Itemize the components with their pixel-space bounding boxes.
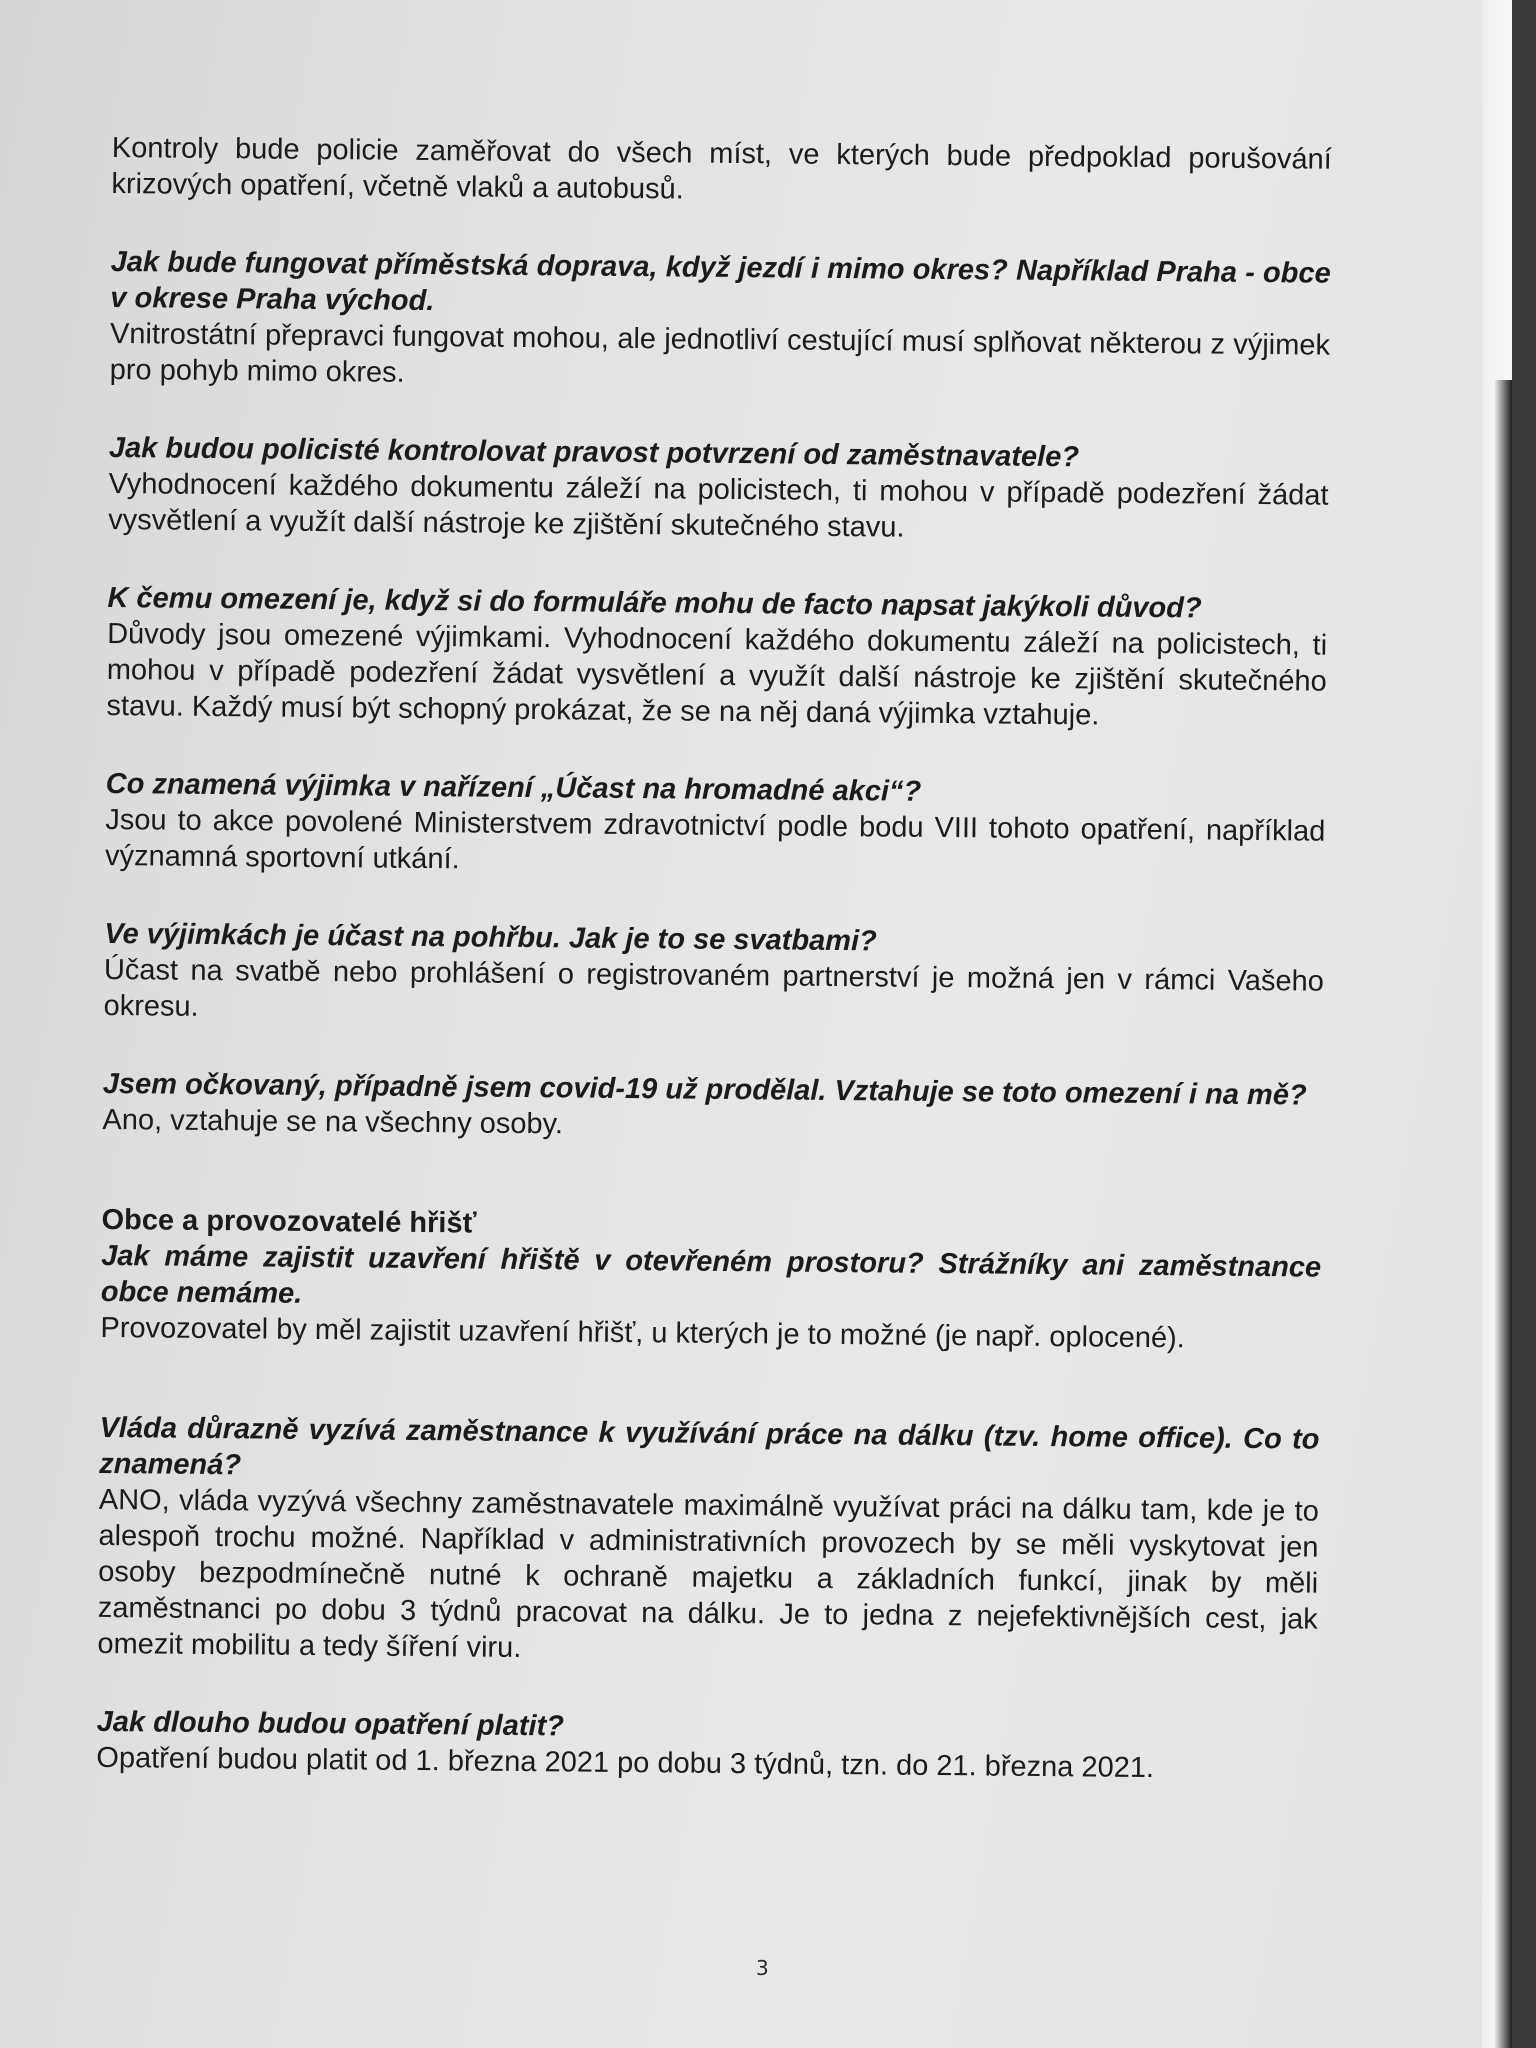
page-edge-highlight xyxy=(1488,0,1512,380)
faq-item-public-transport xyxy=(110,244,1331,400)
faq-question: Ve výjimkách je účast na pohřbu. Jak je to se svatbami? xyxy=(104,917,877,958)
faq-answer: Jsou to akce povolené Ministerstvem zdravotnictví podle bodu VIII tohoto opatření, například významná sportovní utkání. xyxy=(104,803,1326,876)
faq-answer: ANO, vláda vyzývá všechny zaměstnavatele maximálně využívat práci na dálku tam, kde je to alespoň trochu možné. Například v administrativních provozech by se měli vyskytovat jen osoby bezpodmínečně nutné k ochraně majetku a základních funkcí, jinak by měli zaměstnanci po dobu 3 týdnů pracovat na dálku. Je to jedna z nejefektivnějších cest, jak omezit mobilitu a tedy šíření viru. xyxy=(97,1483,1319,1664)
faq-question: Jak máme zajistit uzavření hřiště v otevřeném prostoru? Strážníky ani zaměstnance obce nemáme. xyxy=(100,1239,1322,1310)
faq-answer: Vnitrostátní přepravci fungovat mohou, ale jednotliví cestující musí splňovat některou z výjimek pro pohyb mimo okres. xyxy=(109,317,1331,389)
faq-question: Jsem očkovaný, případně jsem covid-19 už prodělal. Vztahuje se toto omezení i na mě? xyxy=(102,1067,1307,1112)
faq-answer: Vyhodnocení každého dokumentu záleží na policistech, ti mohou v případě podezření žádat vysvětlení a využít další nástroje ke zjištění skutečného stavu. xyxy=(108,467,1329,544)
faq-question: Vláda důrazně vyzívá zaměstnance k využívání práce na dálku (tzv. home office). Co to znamená? xyxy=(99,1411,1320,1482)
section-subheading: Obce a provozovatelé hřišť xyxy=(101,1203,477,1240)
faq-answer: Důvody jsou omezené výjimkami. Vyhodnocení každého dokumentu záleží na policistech, ti mohou v případě podezření žádat vysvětlení a využít další nástroje ke zjištění skutečného stavu. Každý musí být schopný prokázat, že se na něj daná výjimka vztahuje. xyxy=(106,617,1328,732)
intro-paragraph xyxy=(111,130,1332,214)
faq-answer: Opatření budou platit od 1. března 2021 po dobu 3 týdnů, tzn. do 21. března 2021. xyxy=(96,1741,1155,1785)
faq-item-vaccinated xyxy=(102,1066,1323,1150)
faq-item-duration xyxy=(96,1704,1317,1788)
faq-question: Jak bude fungovat příměstská doprava, když jezdí i mimo okres? Například Praha - obce v okrese Praha východ. xyxy=(110,245,1331,318)
faq-item-home-office xyxy=(97,1410,1319,1674)
faq-question: Jak dlouho budou opatření platit? xyxy=(96,1705,565,1743)
faq-answer: Ano, vztahuje se na všechny osoby. xyxy=(102,1103,564,1141)
faq-item-mass-event xyxy=(105,766,1326,886)
page-number: 3 xyxy=(756,1956,769,1980)
document-body xyxy=(96,130,1332,1830)
faq-item-employer-confirmation xyxy=(108,430,1329,550)
faq-item-form-reason xyxy=(106,580,1327,736)
faq-item-playgrounds xyxy=(100,1202,1321,1358)
faq-answer: Provozovatel by měl zajistit uzavření hřišť, u kterých je to možné (je např. oplocené). xyxy=(100,1311,1185,1355)
faq-question: Co znamená výjimka v nařízení „Účast na hromadné akci“? xyxy=(105,767,922,808)
faq-item-weddings xyxy=(103,916,1324,1036)
faq-question: Jak budou policisté kontrolovat pravost potvrzení od zaměstnavatele? xyxy=(108,431,1080,474)
faq-question: K čemu omezení je, když si do formuláře mohu de facto napsat jakýkoli důvod? xyxy=(107,581,1202,625)
faq-answer: Účast na svatbě nebo prohlášení o registrovaném partnerství je možná jen v rámci Vašeho okresu. xyxy=(103,953,1325,1023)
intro-text: Kontroly bude policie zaměřovat do všech míst, ve kterých bude předpoklad porušování krizových opatření, včetně vlaků a autobusů. xyxy=(111,131,1332,206)
